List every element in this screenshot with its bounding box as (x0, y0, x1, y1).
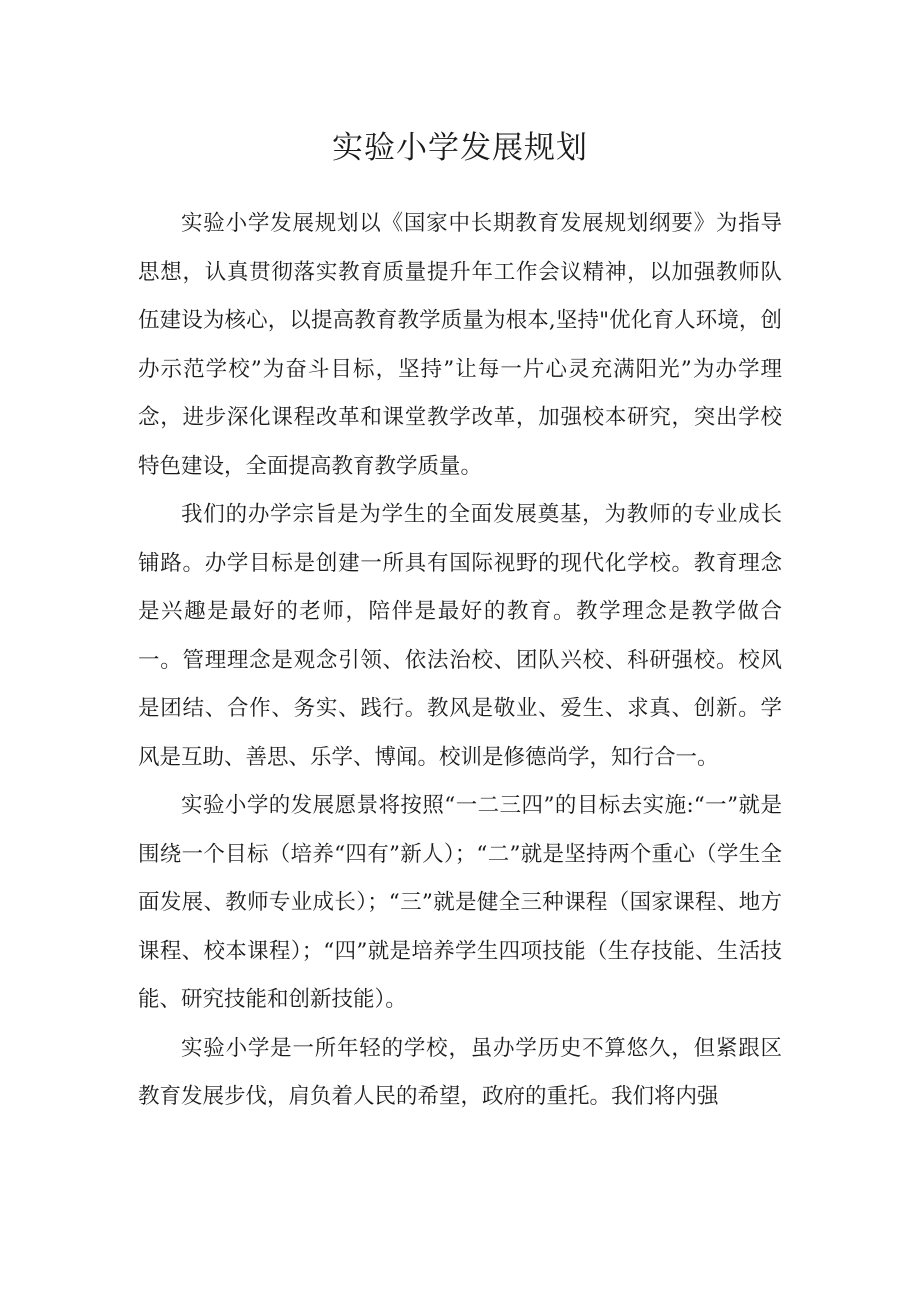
paragraph-school-philosophy: 我们的办学宗旨是为学生的全面发展奠基，为教师的专业成长铺路。办学目标是创建一所具有国际视野的现代化学校。教育理念是兴趣是最好的老师，陪伴是最好的教育。教学理念是教学做合一。管理理念是观念引领、依法治校、团队兴校、科研强校。校风是团结、合作、务实、践行。教风是敬业、爱生、求真、创新。学风是互助、善思、乐学、博闻。校训是修德尚学，知行合一。 (138, 502, 782, 770)
document-title: 实验小学发展规划 (332, 130, 588, 166)
paragraph-development-vision: 实验小学的发展愿景将按照“一二三四”的目标去实施:“一”就是围绕一个目标（培养“四有”新人）；“二”就是坚持两个重心（学生全面发展、教师专业成长）；“三”就是健全三种课程（国家课程、地方课程、校本课程）；“四”就是培养学生四项技能（生存技能、生活技能、研究技能和创新技能）。 (138, 793, 782, 1012)
paragraph-guiding-thought: 实验小学发展规划以《国家中长期教育发展规划纲要》为指导思想，认真贯彻落实教育质量提升年工作会议精神，以加强教师队伍建设为核心，以提高教育教学质量为根本,坚持"优化育人环境，创办示范学校”为奋斗目标，坚持”让每一片心灵充满阳光”为办学理念，进步深化课程改革和课堂教学改革，加强校本研究，突出学校特色建设，全面提高教育教学质量。 (138, 211, 782, 479)
paragraph-school-history: 实验小学是一所年轻的学校，虽办学历史不算悠久，但紧跟区教育发展步伐，肩负着人民的希望，政府的重托。我们将内强 (138, 1035, 782, 1109)
